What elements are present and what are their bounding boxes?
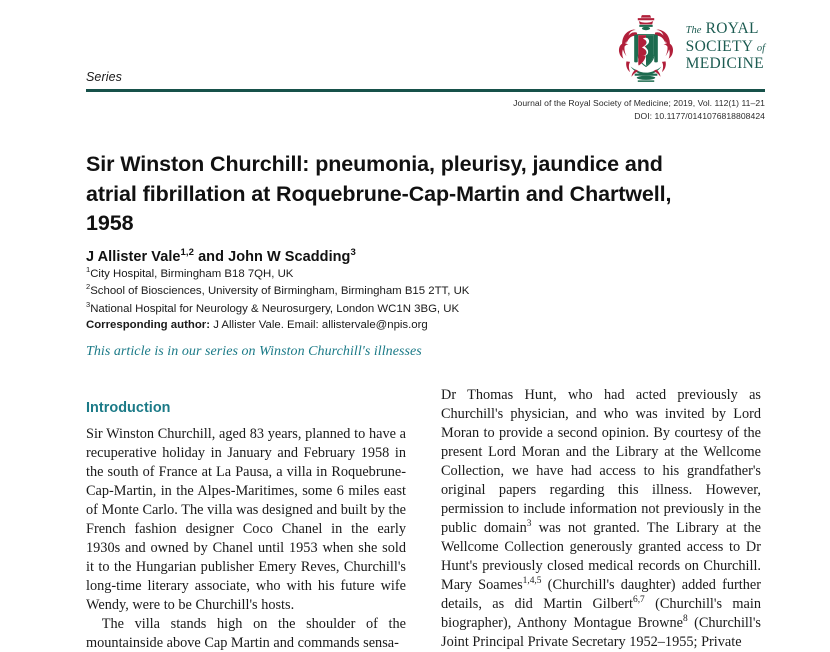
wordmark-society: SOCIETY	[685, 37, 753, 55]
paragraph-segment: (Churchill's main biographer), Anthony Montague Browne	[441, 596, 761, 631]
affiliation-3-text: National Hospital for Neurology & Neurosurgery, London WC1N 3BG, UK	[90, 302, 460, 315]
wordmark-line-society	[686, 38, 765, 56]
affiliation-3-marker: 3	[86, 299, 91, 309]
wordmark-of: of	[756, 42, 765, 54]
wordmark-line-medicine	[686, 55, 765, 73]
paragraph: The villa stands high on the shoulder of the mountainside above Cap Martin and commands sensa-	[86, 616, 406, 651]
corresponding-author-value: J Allister Vale. Email: allistervale@npis.org	[210, 318, 428, 331]
wordmark-medicine: MEDICINE	[685, 55, 764, 73]
author-block	[86, 249, 646, 333]
author-2-affiliation-marker: 3	[350, 247, 356, 259]
affiliation-1-text: City Hospital, Birmingham B18 7QH, UK	[90, 268, 294, 280]
paragraph: Sir Winston Churchill, aged 83 years, planned to have a recuperative holiday in January and February 1958 in the south of France at La Pausa, a villa in Roquebrune-Cap-Martin, in the Alpes-Maritimes, some 6 miles east of Monte Carlo. The villa was designed and built by the French fashion designer Coco Chanel in the early 1930s and owned by Chanel until 1953 when she sold it to the Hungarian publisher Emery Reves, Churchill's long-time literary associate, who with his future wife Wendy, were to be Churchill's hosts.	[86, 426, 406, 613]
journal-wordmark	[686, 12, 765, 73]
affiliation-1-marker: 1	[86, 265, 91, 275]
paragraph-segment: (Churchill's Joint Principal Private Secretary 1952–1955; Private	[441, 615, 761, 650]
masthead-rule	[86, 89, 765, 92]
series-label: Series	[86, 70, 123, 84]
column-right	[441, 386, 761, 652]
paragraph-segment: (Churchill's daughter) added further details, as did Martin Gilbert	[441, 577, 761, 612]
citation-marker: 8	[682, 614, 688, 625]
affiliation-2-text: School of Biosciences, University of Birmingham, Birmingham B15 2TT, UK	[90, 285, 470, 298]
author-names	[86, 249, 646, 265]
affiliation-3	[86, 301, 646, 317]
column-left	[86, 400, 406, 652]
corresponding-author	[86, 317, 646, 333]
paragraph-segment: Dr Thomas Hunt, who had acted previously as Churchill's physician, and who was invited by Lord Moran to provide a second opinion. By courtesy of the present Lord Moran and the Library at the Wellcome Collection, we have had access to his grandfather's original papers regarding this illness. However, permission to include information not previously in the public domain	[441, 387, 761, 536]
paragraph	[441, 386, 761, 652]
citation-marker: 3	[526, 519, 532, 530]
citation-marker: 1,4,5	[522, 576, 542, 587]
journal-citation	[365, 97, 765, 122]
author-name-1: J Allister Vale	[86, 249, 181, 265]
paragraph-segment: was not granted. The Library at the Wellcome Collection generously granted access to Dr Hunt's previously closed medical records on Churchill. Mary Soames	[441, 520, 761, 593]
journal-brand	[615, 12, 765, 86]
citation-marker: 6,7	[632, 595, 645, 606]
author-1-affiliation-marker: 1,2	[180, 247, 194, 259]
corresponding-author-label: Corresponding author:	[86, 318, 211, 331]
affiliation-2	[86, 283, 646, 299]
wordmark-royal: ROYAL	[705, 20, 759, 37]
wordmark-the: The	[685, 25, 702, 36]
citation-doi: DOI: 10.1177/0141076818808424	[634, 110, 765, 121]
affiliation-1	[86, 266, 646, 282]
author-name-2: John W Scadding	[228, 249, 351, 265]
affiliation-2-marker: 2	[86, 282, 91, 292]
series-note: This article is in our series on Winston Churchill's illnesses	[86, 344, 422, 359]
section-heading-introduction: Introduction	[86, 400, 171, 416]
author-conjunction: and	[193, 249, 229, 265]
wordmark-line-royal	[686, 20, 765, 38]
masthead	[86, 12, 765, 90]
royal-society-of-medicine-crest-icon	[615, 12, 677, 86]
article-title: Sir Winston Churchill: pneumonia, pleurisy, jaundice and atrial fibrillation at Roquebrune-Cap-Martin and Chartwell, 1958	[86, 152, 672, 235]
citation-reference: Journal of the Royal Society of Medicine; 2019, Vol. 112(1) 11–21	[513, 98, 765, 108]
